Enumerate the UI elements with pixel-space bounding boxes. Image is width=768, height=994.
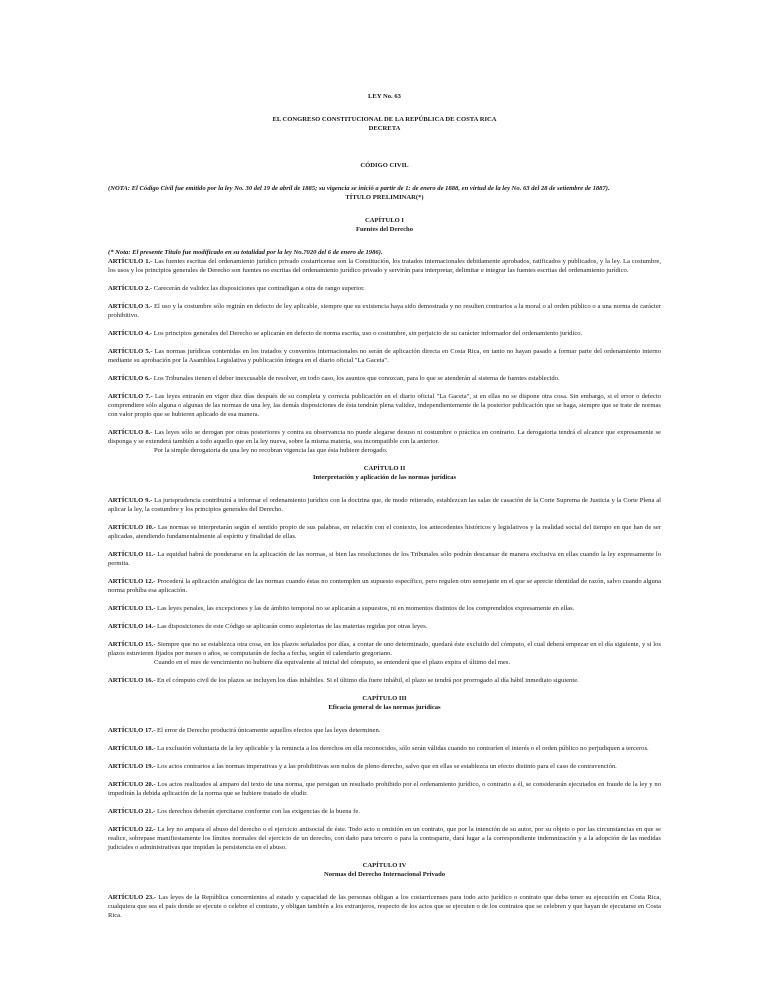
article-6: ARTÍCULO 6.- Los Tribunales tienen el deber inexcusable de resolver, en todo caso, los asuntos que conozcan, para lo que se atenderán al sistema de fuentes establecido.	[108, 375, 560, 382]
chapter-title: Eficacia general de las normas jurídicas	[328, 704, 441, 711]
article-4: ARTÍCULO 4.- Los principios generales del Derecho se aplicarán en defecto de norma escrita, uso o costumbre, sin perjuicio de su carácter informador del ordenamiento jurídico.	[108, 330, 583, 337]
article-18: ARTÍCULO 18.- La exclusión voluntaria de la ley aplicable y la renuncia a los derechos en ella reconocidos, sólo serán válidas cuando no contraríen el interés o el orden público no perjudiquen a terceros.	[108, 745, 649, 752]
article-2: ARTÍCULO 2.- Carecerán de validez las disposiciones que contradigan a otra de rango superior.	[108, 285, 365, 292]
document-page	[108, 92, 661, 929]
chapter-number: CAPÍTULO IV	[362, 862, 407, 869]
decreta-heading: DECRETA	[368, 125, 401, 132]
chapter-1	[108, 216, 661, 455]
article-19: ARTÍCULO 19.- Los actos contrarios a las normas imperativas y a las prohibitivas son nulos de pleno derecho, salvo que en ellas se establezca un efecto distinto para el caso de contravención.	[108, 763, 617, 770]
article-21: ARTÍCULO 21.- Los derechos deberán ejercitarse conforme con las exigencias de la buena fe.	[108, 808, 360, 815]
article-3: ARTÍCULO 3.- El uso y la costumbre sólo regirán en defecto de ley aplicable, siempre que su existencia haya sido demostrada y no resulten contrarios a la moral o al orden público o a una norma de carácter prohibitivo.	[108, 303, 661, 319]
article-15-continuation: Cuando en el mes de vencimiento no hubiere día equivalente al inicial del cómputo, se entenderá que el plazo expira el último del mes.	[154, 659, 511, 666]
chapter-title: Normas del Derecho Internacional Privado	[323, 871, 446, 878]
code-title: CÓDIGO CIVIL	[360, 162, 409, 169]
chapter-2	[108, 464, 661, 685]
chapter-number: CAPÍTULO I	[364, 217, 405, 224]
article-20: ARTÍCULO 20.- Los actos realizados al amparo del texto de una norma, que persigan un resultado prohibido por el ordenamiento jurídico, o contrario a él, se considerarán ejecutados en fraude de la ley y no impedirán la debida aplicación de la norma que se hubiere tratado de eludir.	[108, 781, 661, 797]
article-14: ARTÍCULO 14.- Las disposiciones de este Código se aplicarán como supletorias de las materias regidas por otras leyes.	[108, 623, 428, 630]
article-15: ARTÍCULO 15.- Siempre que no se establezca otra cosa, en los plazos señalados por días, a contar de uno determinado, quedará éste excluido del cómputo, el cual deberá empezar en el día siguiente, y si los plazos estuvieren fijados por meses o años, se computarán de fecha a fecha, según el calendario gregoriano.	[108, 641, 661, 657]
article-5: ARTÍCULO 5.- Las normas jurídicas contenidas en los tratados y convenios internacionales no serán de aplicación directa en Costa Rica, en tanto no hayan pasado a formar parte del ordenamiento interno mediante su aprobación por la Asamblea Legislativa y publicación íntegra en el diario oficial "La Gaceta".	[108, 348, 661, 364]
article-1: ARTÍCULO 1.- Las fuentes escritas del ordenamiento jurídico privado costarricense son la Constitución, los tratados internacionales debidamente aprobados, ratificados y publicados, y la ley. La costumbre, los usos y los principios generales de Derecho son fuentes no escritas del ordenamiento jurídico privado y servirán para interpretar, delimitar e integrar las fuentes escritas del ordenamiento jurídico.	[108, 258, 661, 274]
article-13: ARTÍCULO 13.- Las leyes penales, las excepciones y las de ámbito temporal no se aplicarán a supuestos, ni en momentos distintos de los comprendidos expresamente en ellas.	[108, 605, 575, 612]
titulo-preliminar: TÍTULO PRELIMINAR(*)	[345, 194, 424, 201]
article-10: ARTÍCULO 10.- Las normas se interpretarán según el sentido propio de sus palabras, en relación con el contexto, los antecedentes históricos y legislativos y la realidad social del tiempo en que han de ser aplicadas, atendiendo fundamentalmente al espíritu y finalidad de ellas.	[108, 524, 661, 540]
law-number: LEY No. 63	[368, 93, 401, 100]
article-12: ARTÍCULO 12.- Procederá la aplicación analógica de las normas cuando éstas no contemplen un supuesto específico, pero regulen otro semejante en el que se aprecie identidad de razón, salvo cuando alguna norma prohíba esa aplicación.	[108, 578, 661, 594]
chapter-number: CAPÍTULO II	[363, 465, 406, 472]
article-7: ARTÍCULO 7.- Las leyes entrarán en vigor diez días después de su completa y correcta publicación en el diario oficial "La Gaceta", si en ellas no se dispone otra cosa. Sin embargo, si el error o defecto comprendiere sólo alguna o algunas de las normas de una ley, las demás disposiciones de ésta tendrán plena validez, independientemente de la posterior publicación que se haga, siempre que se trate de normas con valor propio que se hubieren aplicado de esa manera.	[108, 393, 661, 418]
chapter-number: CAPÍTULO III	[362, 695, 407, 702]
article-23: ARTÍCULO 23.- Las leyes de la República concernientes al estado y capacidad de las personas obligan a los costarricenses para todo acto jurídico o contrato que deba tener su ejecución en Costa Rica, cualquiera que sea el país donde se ejecute o celebre el contrato, y obligan también a los extranjeros, respecto de los actos que se ejecuten o de los contratos que se celebren y que hayan de ejecutarse en Costa Rica.	[108, 894, 661, 919]
article-11: ARTÍCULO 11.- La equidad habrá de ponderarse en la aplicación de las normas, si bien las resoluciones de los Tribunales sólo podrán descansar de manera exclusiva en ellas cuando la ley expresamente lo permita.	[108, 551, 661, 567]
article-8-continuation: Por la simple derogatoria de una ley no recobran vigencia las que ésta hubiere derogado.	[154, 447, 388, 454]
article-8: ARTÍCULO 8.- Las leyes sólo se derogan por otras posteriores y contra su observancia no puede alegarse desuso ni costumbre o práctica en contrario. La derogatoria tendrá el alcance que expresamente se disponga y se extenderá también a todo aquello que en la ley nueva, sobre la misma materia, sea incompatible con la anterior.	[108, 429, 661, 445]
congress-heading: EL CONGRESO CONSTITUCIONAL DE LA REPÚBLICA DE COSTA RICA	[272, 116, 497, 123]
chapter-3	[108, 694, 661, 852]
chapter-title: Interpretación y aplicación de las normas jurídicas	[312, 474, 457, 481]
header-note: (NOTA: El Código Civil fue emitido por la ley No. 30 del 19 de abril de 1885; su vigencia se inició a partir de 1: de enero de 1888, en virtud de la ley No. 63 del 28 de setiembre de 1887).	[108, 185, 610, 192]
article-22: ARTÍCULO 22.- La ley no ampara el abuso del derecho o el ejercicio antisocial de éste. Todo acto u omisión en un contrato, que por la intención de su autor, por su objeto o por las circunstancias en que se realice, sobrepase manifiestamente los límites normales del ejercicio de un derecho, con daño para tercero o para la contraparte, dará lugar a la correspondiente indemnización y a la adopción de las medidas judiciales o administrativas que impidan la persistencia en el abuso.	[108, 826, 661, 851]
chapter-title: Fuentes del Derecho	[355, 226, 413, 233]
article-16: ARTÍCULO 16.- En el cómputo civil de los plazos se incluyen los días inhábiles. Si el último día fuere inhábil, el plazo se tendrá por prorrogado al día hábil inmediato siguiente.	[108, 677, 579, 684]
chapter-note: (* Nota: El presente Título fue modificado en su totalidad por la ley No.7020 del 6 de enero de 1986).	[108, 249, 383, 256]
article-9: ARTÍCULO 9.- La jurisprudencia contribuirá a informar el ordenamiento jurídico con la doctrina que, de modo reiterado, establezcan las salas de casación de la Corte Suprema de Justicia y la Corte Plena al aplicar la ley, la costumbre y los principios generales del Derecho.	[108, 497, 661, 513]
chapter-4	[108, 861, 661, 920]
article-17: ARTÍCULO 17.- El error de Derecho producirá únicamente aquellos efectos que las leyes determinen.	[108, 727, 381, 734]
